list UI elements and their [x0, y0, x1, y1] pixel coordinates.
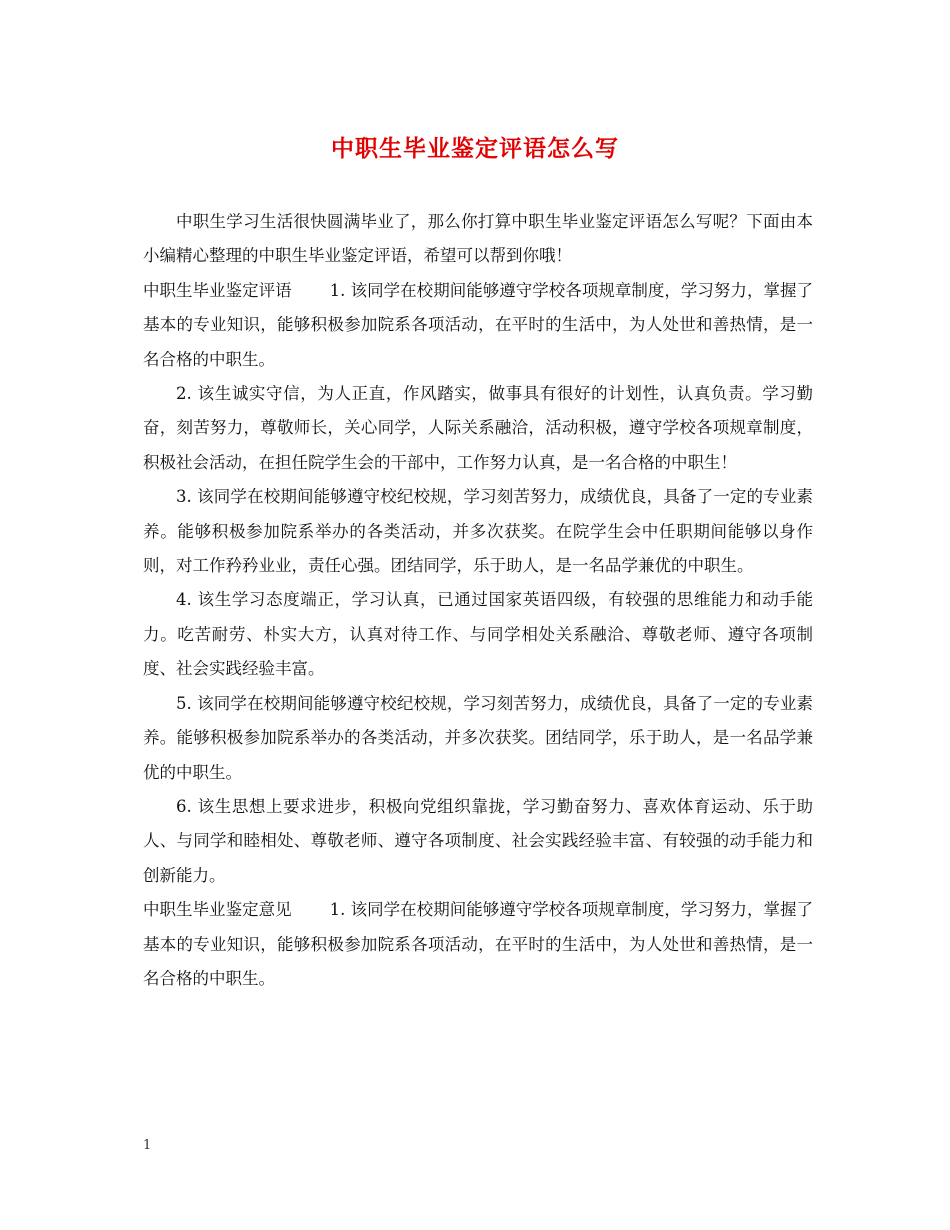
section-1-item-1: 1. 该同学在校期间能够遵守学校各项规章制度，学习努力，掌握了基本的专业知识，能够积极参加院系各项活动，在平时的生活中，为人处世和善热情，是一名合格的中职生。	[143, 280, 813, 369]
section-1-item-4: 4. 该生学习态度端正，学习认真，已通过国家英语四级，有较强的思维能力和动手能力。吃苦耐劳、朴实大方，认真对待工作、与同学相处关系融洽、尊敬老师、遵守各项制度、社会实践经验丰富。	[143, 590, 813, 679]
document-title: 中职生毕业鉴定评语怎么写	[331, 135, 619, 162]
document-body	[143, 205, 813, 996]
section-1-item-6: 6. 该生思想上要求进步，积极向党组织靠拢，学习勤奋努力、喜欢体育运动、乐于助人、与同学和睦相处、尊敬老师、遵守各项制度、社会实践经验丰富、有较强的动手能力和创新能力。	[143, 796, 813, 885]
section-1-item-5: 5. 该同学在校期间能够遵守校纪校规，学习刻苦努力，成绩优良，具备了一定的专业素养。能够积极参加院系举办的各类活动，并多次获奖。团结同学，乐于助人，是一名品学兼优的中职生。	[143, 693, 813, 782]
page-number: 1	[143, 1138, 152, 1153]
section-1-item-3: 3. 该同学在校期间能够遵守校纪校规，学习刻苦努力，成绩优良，具备了一定的专业素养。能够积极参加院系举办的各类活动，并多次获奖。在院学生会中任职期间能够以身作则，对工作矜矜业业，责任心强。团结同学，乐于助人，是一名品学兼优的中职生。	[143, 487, 813, 576]
section-2-item-1: 1. 该同学在校期间能够遵守学校各项规章制度，学习努力，掌握了基本的专业知识，能够积极参加院系各项活动，在平时的生活中，为人处世和善热情，是一名合格的中职生。	[143, 900, 813, 988]
section-2-paragraph	[143, 893, 813, 996]
section-2-heading: 中职生毕业鉴定意见	[143, 900, 292, 920]
section-1-paragraph	[143, 274, 813, 377]
section-1-heading: 中职生毕业鉴定评语	[143, 280, 292, 300]
intro-paragraph: 中职生学习生活很快圆满毕业了，那么你打算中职生毕业鉴定评语怎么写呢？下面由本小编精心整理的中职生毕业鉴定评语，希望可以帮到你哦！	[143, 212, 813, 266]
section-1-item-2: 2. 该生诚实守信，为人正直，作风踏实，做事具有很好的计划性，认真负责。学习勤奋，刻苦努力，尊敬师长，关心同学，人际关系融洽，活动积极，遵守学校各项规章制度，积极社会活动，在担任院学生会的干部中，工作努力认真，是一名合格的中职生！	[143, 384, 813, 472]
